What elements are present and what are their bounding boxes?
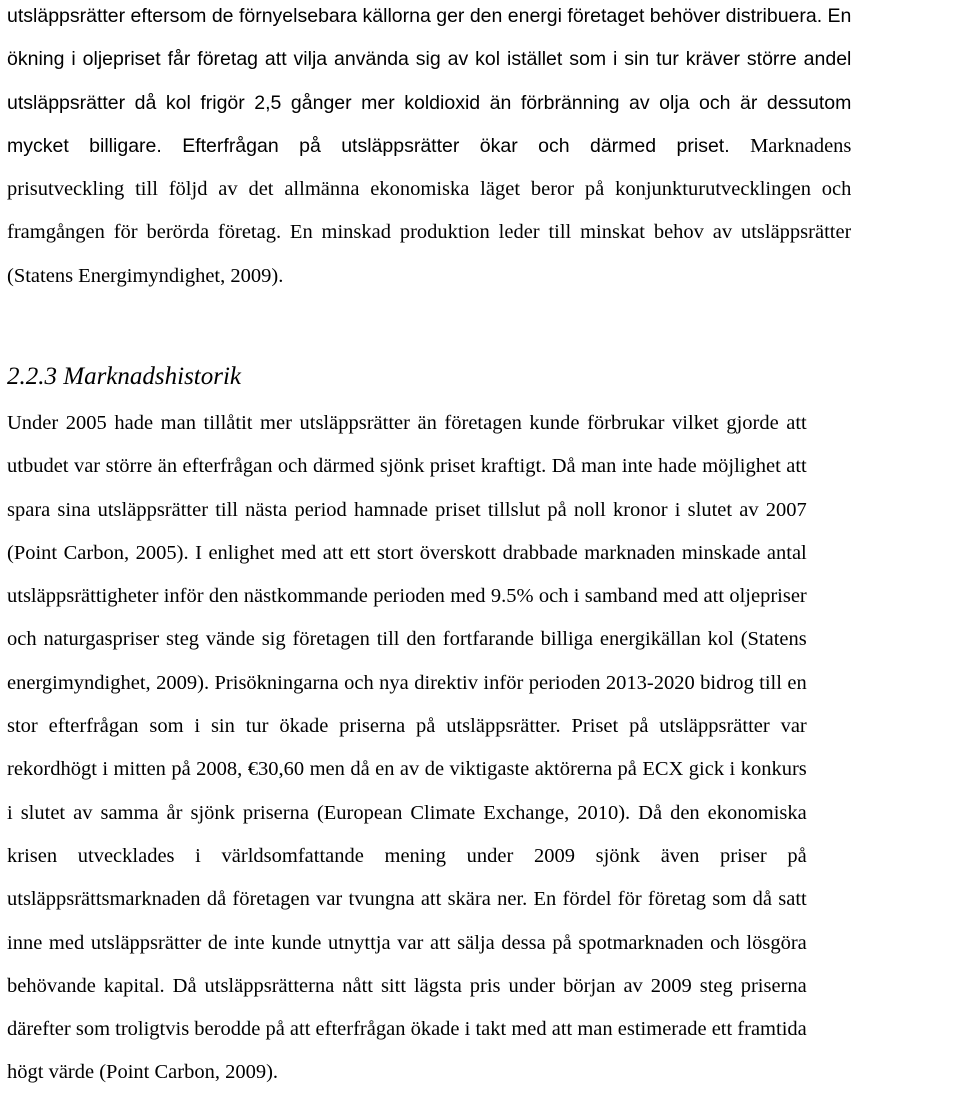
text-line: i slutet av samma år sjönk priserna (European Climate Exchange, 2010). Då den ekonomiska bbox=[7, 801, 807, 824]
text-line: utsläppsrättigheter inför den nästkommande perioden med 9.5% och i samband med att oljepriser bbox=[7, 585, 807, 608]
text-line bbox=[7, 168, 851, 211]
paragraph-market-history bbox=[7, 402, 807, 1095]
text-line: utsläppsrättsmarknaden då företagen var tvungna att skära ner. En fördel för företag som då satt bbox=[7, 888, 807, 911]
text-line: energimyndighet, 2009). Prisökningarna och nya direktiv inför perioden 2013-2020 bidrog till en bbox=[7, 671, 807, 694]
text-line: utbudet var större än efterfrågan och därmed sjönk priset kraftigt. Då man inte hade möjlighet att bbox=[7, 455, 807, 478]
text-line bbox=[7, 211, 851, 254]
text-segment: utsläppsrätter eftersom de förnyelsebara källorna ger den energi företaget behöver distribuera. En bbox=[7, 5, 852, 27]
text-segment: ökning i oljepriset får företag att vilja använda sig av kol istället som i sin tur kräver större andel bbox=[7, 48, 852, 71]
text-line: och naturgaspriser steg vände sig företagen till den fortfarande billiga energikällan kol (Statens bbox=[7, 628, 807, 651]
text-segment: mycket billigare. Efterfrågan på utsläppsrätter ökar och därmed priset. bbox=[7, 134, 751, 157]
text-line: Under 2005 hade man tillåtit mer utsläppsrätter än företagen kunde förbrukar vilket gjorde att bbox=[7, 412, 807, 434]
text-line: (Point Carbon, 2005). I enlighet med att ett stort överskott drabbade marknaden minskade antal bbox=[7, 541, 807, 564]
text-line: krisen utvecklades i världsomfattande mening under 2009 sjönk även priser på bbox=[7, 844, 807, 867]
section-heading: 2.2.3 Marknadshistorik bbox=[7, 363, 242, 390]
text-line bbox=[7, 255, 851, 298]
text-line: rekordhögt i mitten på 2008, €30,60 men då en av de viktigaste aktörerna på ECX gick i konkurs bbox=[7, 758, 807, 781]
text-line: spara sina utsläppsrätter till nästa period hamnade priset tillslut på noll kronor i slutet av 2007 bbox=[7, 498, 807, 521]
text-segment: (Statens Energimyndighet, 2009). bbox=[7, 264, 284, 287]
text-line: inne med utsläppsrätter de inte kunde utnyttja var att sälja dessa på spotmarknaden och lösgöra bbox=[7, 931, 807, 954]
text-line bbox=[7, 0, 851, 38]
text-line: behövande kapital. Då utsläppsrätterna nått sitt lägsta pris under början av 2009 steg priserna bbox=[7, 974, 807, 997]
text-segment: prisutveckling till följd av det allmänna ekonomiska läget beror på konjunkturutvecklingen och bbox=[7, 178, 852, 201]
text-line bbox=[7, 38, 851, 81]
text-line bbox=[7, 82, 851, 125]
text-line bbox=[7, 125, 851, 168]
text-line: högt värde (Point Carbon, 2009). bbox=[7, 1061, 279, 1084]
text-segment: Marknadens bbox=[750, 134, 852, 157]
text-segment: utsläppsrätter då kol frigör 2,5 gånger mer koldioxid än förbränning av olja och är dessutom bbox=[7, 91, 852, 114]
text-segment: framgången för berörda företag. En minskad produktion leder till minskat behov av utsläppsrätter bbox=[7, 221, 852, 244]
text-line: stor efterfrågan som i sin tur ökade priserna på utsläppsrätter. Priset på utsläppsrätter var bbox=[7, 715, 807, 738]
text-line: därefter som troligtvis berodde på att efterfrågan ökade i takt med att man estimerade ett framtida bbox=[7, 1018, 807, 1041]
paragraph-market-factors bbox=[7, 0, 851, 298]
